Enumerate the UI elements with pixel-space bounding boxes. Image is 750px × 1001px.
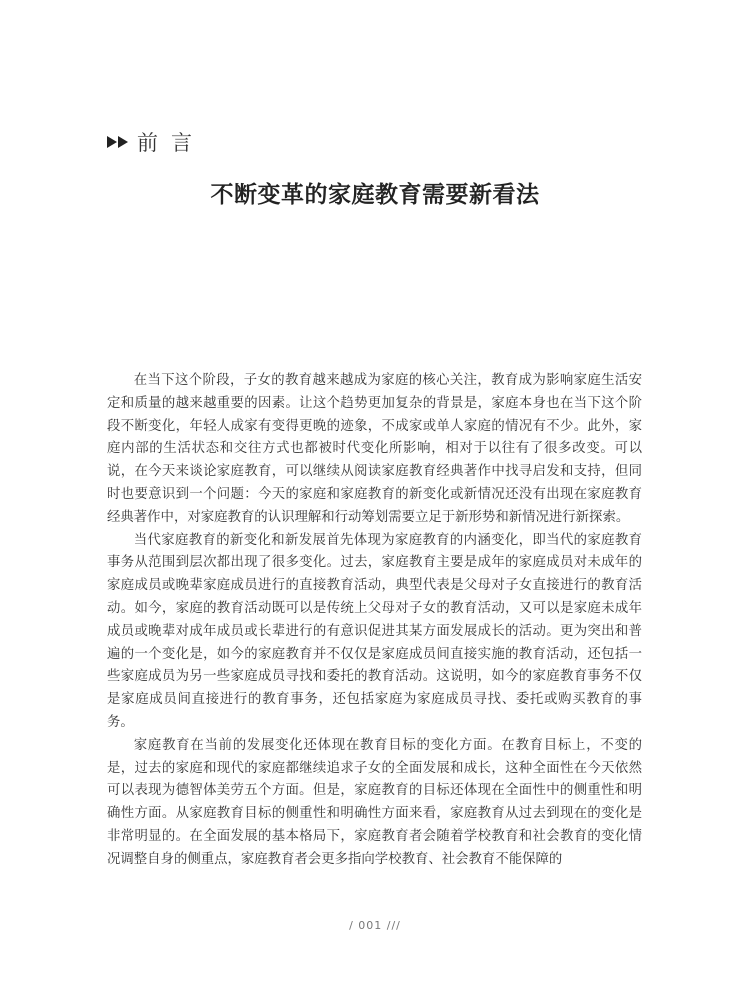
page-number: / 001 /// <box>349 919 401 932</box>
double-triangle-right-icon <box>107 136 129 148</box>
paragraph: 当代家庭教育的新变化和新发展首先体现为家庭教育的内涵变化，即当代的家庭教育事务从范围到层次都出现了很多变化。过去，家庭教育主要是成年的家庭成员对未成年的家庭成员或晚辈家庭成员进行的直接教育活动，典型代表是父母对子女直接进行的教育活动。如今，家庭的教育活动既可以是传统上父母对子女的教育活动，又可以是家庭未成年成员或晚辈对成年成员或长辈进行的有意识促进其某方面发展成长的活动。更为突出和普遍的一个变化是，如今的家庭教育并不仅仅是家庭成员间直接实施的教育活动，还包括一些家庭成员为另一些家庭成员寻找和委托的教育活动。这说明，如今的家庭教育事务不仅是家庭成员间直接进行的教育事务，还包括家庭为家庭成员寻找、委托或购买教育的事务。 <box>107 532 642 730</box>
section-title: 前言 <box>137 131 205 155</box>
section-header <box>107 127 205 157</box>
body-text <box>107 370 642 872</box>
paragraph: 在当下这个阶段，子女的教育越来越成为家庭的核心关注，教育成为影响家庭生活安定和质量的越来越重要的因素。让这个趋势更加复杂的背景是，家庭本身也在当下这个阶段不断变化，年轻人成家有变得更晚的迹象，不成家或单人家庭的情况有不少。此外，家庭内部的生活状态和交往方式也都被时代变化所影响，相对于以往有了很多改变。可以说，在今天来谈论家庭教育，可以继续从阅读家庭教育经典著作中找寻启发和支持，但同时也要意识到一个问题：今天的家庭和家庭教育的新变化或新情况还没有出现在家庭教育经典著作中，对家庭教育的认识理解和行动筹划需要立足于新形势和新情况进行新探索。 <box>107 373 642 525</box>
page-title: 不断变革的家庭教育需要新看法 <box>210 181 540 208</box>
paragraph: 家庭教育在当前的发展变化还体现在教育目标的变化方面。在教育目标上，不变的是，过去的家庭和现代的家庭都继续追求子女的全面发展和成长，这种全面性在今天依然可以表现为德智体美劳五个方面。但是，家庭教育的目标还体现在全面性中的侧重性和明确性方面。从家庭教育目标的侧重性和明确性方面来看，家庭教育从过去到现在的变化是非常明显的。在全面发展的基本格局下，家庭教育者会随着学校教育和社会教育的变化情况调整自身的侧重点，家庭教育者会更多指向学校教育、社会教育不能保障的 <box>107 737 642 867</box>
